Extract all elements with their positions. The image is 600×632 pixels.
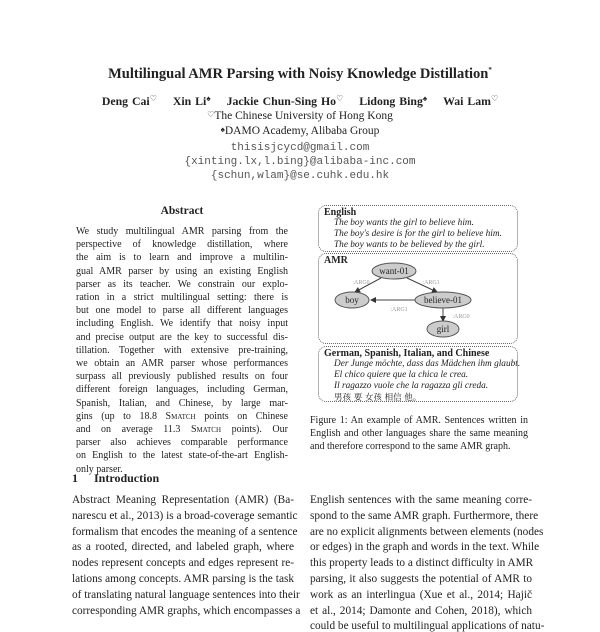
affiliation-name: The Chinese University of Hong Kong xyxy=(214,110,393,122)
text-line: or edges) in the graph and words in the text. While xyxy=(310,541,540,554)
text-line: corresponding AMR graphs, which encompasses a xyxy=(72,604,301,617)
text-line: surpass all previously published results on four xyxy=(76,371,288,383)
title-text: Multilingual AMR Parsing with Noisy Knowledge Distillation xyxy=(108,66,489,82)
english-sentence: The boy's desire is for the girl to believe him. xyxy=(334,229,502,239)
author xyxy=(173,94,211,108)
amr-heading: AMR xyxy=(324,255,348,266)
text-line: and precise output are the key to successful dis- xyxy=(76,331,288,343)
text-line: We study multilingual AMR parsing from the xyxy=(76,226,288,237)
affiliation-name: DAMO Academy, Alibaba Group xyxy=(224,125,380,137)
text-line: Spanish, Italian, and Chinese, by large mar- xyxy=(76,397,288,409)
edge-label: :ARG0 xyxy=(352,280,370,286)
text-line: tillation. Together with extensive pre-training, xyxy=(76,344,288,356)
other-languages-heading: German, Spanish, Italian, and Chinese xyxy=(324,348,490,359)
affiliation-2 xyxy=(0,125,600,137)
author-mark: ♡ xyxy=(336,94,344,103)
smatch-term: Smatch xyxy=(165,410,196,422)
text-line: ration in a strict multilingual setting: there is xyxy=(76,292,288,303)
text-line: different foreign languages, including German, xyxy=(76,384,288,396)
english-sentence: The boy wants to be believed by the girl. xyxy=(334,240,485,250)
edge-label: :ARG1 xyxy=(422,280,440,286)
email-1: thisisjcycd@gmail.com xyxy=(230,142,370,154)
text-line: on English to the latest state-of-the-art English- xyxy=(76,450,288,462)
text-line: could be useful to multilingual applications of natu- xyxy=(310,620,545,632)
text-line: Abstract Meaning Representation (AMR) (Ba- xyxy=(72,494,294,506)
english-box xyxy=(318,205,518,252)
author-name: Jackie Chun-Sing Ho xyxy=(226,94,337,108)
node-label: girl xyxy=(436,324,450,334)
node-label: want-01 xyxy=(379,266,409,276)
smatch-term: Smatch xyxy=(190,424,222,435)
author-mark: ♠ xyxy=(206,94,211,103)
author-name: Lidong Bing xyxy=(359,94,423,108)
text-line: and on average 11.3 Smatch points). Our xyxy=(76,424,288,435)
text-line: but one model to parse all different languages xyxy=(76,305,288,317)
text-line: Figure 1: An example of AMR. Sentences written in xyxy=(310,415,528,426)
text-line: nodes represent concepts and edges represent re- xyxy=(72,557,294,570)
affiliation-mark: ♠ xyxy=(220,125,225,134)
spanish-sentence: El chico quiere que la chica le crea. xyxy=(334,370,469,380)
text-line: parsing, it also suggests the potential of AMR to xyxy=(310,573,532,585)
text-line: perspective of knowledge distillation, where xyxy=(76,239,288,251)
text-line: English sentences with the same meaning corre- xyxy=(310,494,532,506)
author xyxy=(102,94,157,108)
text-line: are no explicit alignments between elements (nodes xyxy=(310,525,544,538)
edge-label: :ARG1 xyxy=(390,307,408,313)
section-number: 1 xyxy=(72,471,78,485)
paper-title xyxy=(0,66,600,83)
chinese-sentence: 男孩 要 女孩 相信 他。 xyxy=(334,393,422,403)
english-sentence: The boy wants the girl to believe him. xyxy=(334,218,474,228)
affiliation-mark: ♡ xyxy=(207,110,215,119)
amr-graph xyxy=(319,254,517,343)
text-line: narescu et al., 2013) is a broad-coverage semantic xyxy=(72,509,298,522)
author xyxy=(443,94,498,108)
author-mark: ♡ xyxy=(491,94,499,103)
text-line: work as an interlingua (Xue et al., 2014; Hajič xyxy=(310,588,532,601)
node-label: boy xyxy=(345,295,359,305)
italian-sentence: Il ragazzo vuole che la ragazza gli creda. xyxy=(334,381,489,391)
text-line: et al., 2014; Damonte and Cohen, 2018), which xyxy=(310,604,532,617)
text-line: parser as its teacher. We constrain our explo- xyxy=(76,278,288,290)
email-2: {xinting.lx,l.bing}@alibaba-inc.com xyxy=(184,156,416,168)
text-line: gins (up to 18.8 Smatch points on Chinese xyxy=(76,410,288,422)
section-title: Introduction xyxy=(94,471,160,485)
author xyxy=(359,94,427,108)
text-line: this property leads to a distinct difficulty in AMR xyxy=(310,557,534,570)
english-heading: English xyxy=(324,207,357,218)
author xyxy=(227,94,344,108)
german-sentence: Der Junge möchte, dass das Mädchen ihm glaubt. xyxy=(334,359,521,369)
text-line: as a rooted, directed, and labeled graph, where xyxy=(72,541,294,554)
text-line: formalism that encodes the meaning of a sentence xyxy=(72,525,298,538)
author-mark: ♠ xyxy=(422,94,428,103)
text-line: lations among concepts. AMR parsing is the task xyxy=(72,573,294,585)
edge-label: :ARG0 xyxy=(452,314,470,320)
amr-box xyxy=(318,253,518,344)
section-heading xyxy=(72,471,159,486)
text-line: including English. We identify that noisy input xyxy=(76,318,288,330)
text-line: only parser. xyxy=(76,463,123,475)
author-name: Deng Cai xyxy=(101,94,150,108)
affiliation-1 xyxy=(0,110,600,122)
other-languages-box xyxy=(318,346,521,403)
node-label: believe-01 xyxy=(424,295,462,305)
abstract-heading: Abstract xyxy=(160,205,204,217)
text-line: gual AMR parser by using an existing English xyxy=(76,265,288,277)
text-line: we obtain an AMR parser whose performances xyxy=(76,358,288,369)
text-line: and therefore correspond to the same AMR graph. xyxy=(310,441,511,452)
author-name: Wai Lam xyxy=(443,94,491,108)
author-list xyxy=(0,94,600,109)
text-line: the aim is to learn and improve a multilin- xyxy=(76,252,288,264)
author-name: Xin Li xyxy=(172,94,207,108)
text-line: parser also achieves comparable performance xyxy=(76,437,288,449)
email-3: {schun,wlam}@se.cuhk.edu.hk xyxy=(210,170,390,182)
text-line: of translating natural language sentences into their xyxy=(72,588,300,601)
title-footnote-mark: * xyxy=(488,66,492,75)
author-mark: ♡ xyxy=(149,94,157,103)
text-line: spond to the same AMR graph. Furthermore, there xyxy=(310,509,539,522)
text-line: English and other languages share the same meaning xyxy=(310,428,528,439)
